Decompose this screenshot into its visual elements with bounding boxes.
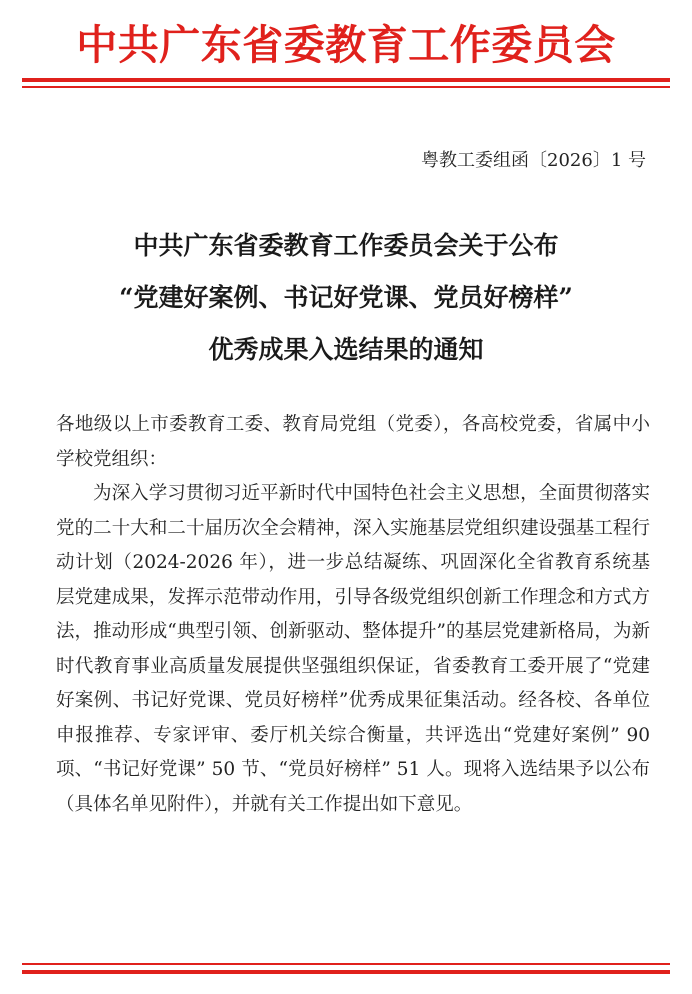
title-line-1: 中共广东省委教育工作委员会关于公布 (133, 231, 559, 260)
title-line-2: “党建好案例、书记好党课、党员好榜样” (119, 283, 573, 312)
document-title (0, 220, 692, 376)
masthead-thin-rule (22, 86, 670, 88)
salutation: 各地级以上市委教育工委、教育局党组（党委），各高校党委，省属中小学校党组织： (56, 414, 650, 470)
document-number: 粤教工委组函〔2026〕1 号 (421, 150, 646, 171)
document-body (56, 408, 650, 822)
footer-thick-rule (22, 970, 670, 974)
masthead-thick-rule (22, 78, 670, 82)
footer-thin-rule (22, 963, 670, 965)
body-paragraph: 为深入学习贯彻习近平新时代中国特色社会主义思想，全面贯彻落实党的二十大和二十届历次全会精神，深入实施基层党组织建设强基工程行动计划（2024-2026 年），进一步总结凝练、巩固深化全省教育系统基层党建成果，发挥示范带动作用，引导各级党组织创新工作理念和方式方法，推动形成“典型引领、创新驱动、整体提升”的基层党建新格局，为新时代教育事业高质量发展提供坚强组织保证，省委教育工委开展了“党建好案例、书记好党课、党员好榜样”优秀成果征集活动。经各校、各单位申报推荐、专家评审、委厅机关综合衡量，共评选出“党建好案例” 90 项、“书记好党课” 50 节、“党员好榜样” 51 人。现将入选结果予以公布（具体名单见附件），并就有关工作提出如下意见。 (56, 483, 650, 815)
masthead-title: 中共广东省委教育工作委员会 (76, 21, 616, 69)
title-line-3: 优秀成果入选结果的通知 (208, 335, 484, 364)
